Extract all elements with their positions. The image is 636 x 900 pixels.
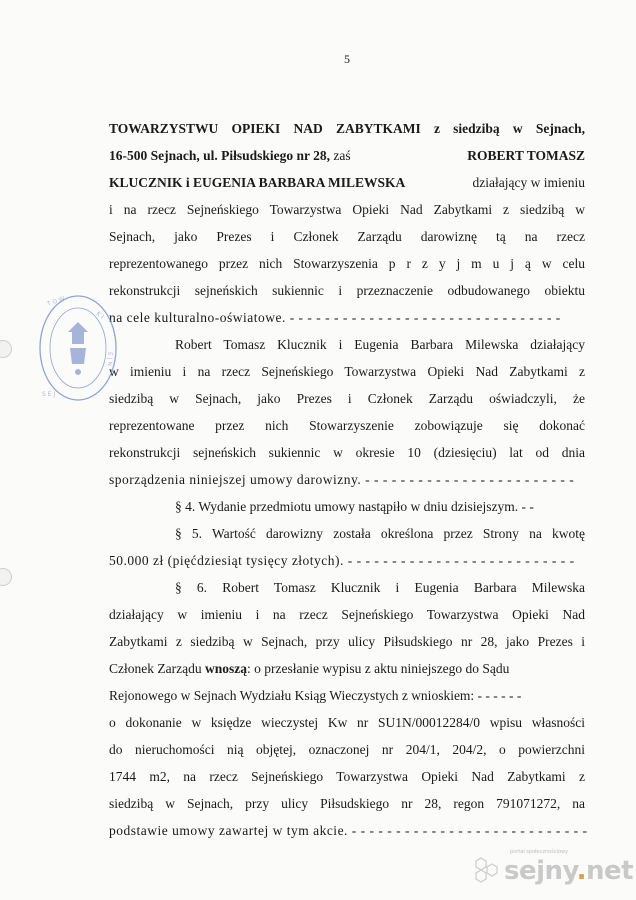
text-line-content: 1744 m2, na rzecz Sejneńskiego Towarzystwa Opieki Nad Zabytkami z xyxy=(109,769,585,784)
text-line-content: § 5. Wartość darowizny została określona przez Strony na kwotę xyxy=(175,526,585,541)
page-number: 5 xyxy=(344,52,350,66)
text-line xyxy=(109,553,585,569)
text-line-content: siedzibą w Sejnach, przy ulicy Piłsudskiego nr 28, regon 791071272, na xyxy=(109,796,585,811)
site-watermark xyxy=(474,849,634,890)
text-line-content: do nieruchomości nią objętej, oznaczonej nr 204/1, 204/2, o powierzchni xyxy=(109,742,585,757)
text-line-content: w imieniu i na rzecz Sejneńskiego Towarzystwa Opieki Nad Zabytkami z xyxy=(109,364,585,379)
text-line-content: rekonstrukcji sejneńskich sukiennic i przeznaczenie odbudowanego obiektu xyxy=(109,283,585,298)
text-line-content: i na rzecz Sejneńskiego Towarzystwa Opieki Nad Zabytkami z siedzibą w xyxy=(109,202,585,217)
text-line-content: na cele kulturalno-oświatowe. - - - - - - - - - - - - - - - - - - - - - - - - - - - - - - - xyxy=(109,310,561,325)
text-line-content: KLUCZNIK i EUGENIA BARBARA MILEWSKA xyxy=(109,175,406,190)
text-line xyxy=(109,742,585,758)
text-line xyxy=(109,256,585,272)
text-line-content: Rejonowego w Sejnach Wydziału Ksiąg Wieczystych z wnioskiem: - - - - - - xyxy=(109,688,522,703)
svg-text:T O W: T O W xyxy=(46,295,66,308)
text-line-content: 16-500 Sejnach, ul. Piłsudskiego nr 28, xyxy=(109,148,331,163)
punch-hole-icon xyxy=(0,340,12,358)
seal-stamp-icon xyxy=(38,292,128,404)
watermark-brand-main: sejny xyxy=(504,856,577,886)
text-line-content: TOWARZYSTWU OPIEKI NAD ZABYTKAMI z siedzibą w Sejnach, xyxy=(109,121,585,136)
text-line xyxy=(109,391,585,407)
text-line-content: wnoszą xyxy=(204,661,247,676)
text-line xyxy=(109,121,585,137)
text-line xyxy=(109,823,588,839)
text-line-content: reprezentowanego przez nich Stowarzyszenia p r z y j m u j ą w celu xyxy=(109,256,585,271)
text-line-content: Sejnach, jako Prezes i Członek Zarządu darowiznę tą na rzecz xyxy=(109,229,585,244)
text-line-content: reprezentowane przez nich Stowarzyszenie zobowiązuje się dokonać xyxy=(109,418,585,433)
text-line xyxy=(109,688,585,704)
text-line xyxy=(109,445,585,461)
text-line xyxy=(109,418,585,434)
text-line xyxy=(175,337,585,353)
text-line-content: § 4. Wydanie przedmiotu umowy nastąpiło w dniu dzisiejszym. - - xyxy=(175,499,534,514)
text-line xyxy=(109,175,585,191)
text-line-content: o dokonanie w księdze wieczystej Kw nr SU1N/00012284/0 wpisu własności xyxy=(109,715,585,730)
text-line xyxy=(175,526,585,542)
text-line xyxy=(109,472,585,488)
text-line-content: : o przesłanie wypisu z aktu niniejszego do Sądu xyxy=(246,661,510,676)
svg-text:S E J: S E J xyxy=(42,391,56,398)
text-line-content: sporządzenia niniejszej umowy darowizny. - - - - - - - - - - - - - - - - - - - - - - - - xyxy=(109,472,575,487)
text-line-content: Robert Tomasz Klucznik i Eugenia Barbara Milewska działający xyxy=(175,337,585,352)
punch-hole-icon xyxy=(0,568,12,586)
svg-text:K I: K I xyxy=(94,310,106,321)
text-line xyxy=(109,202,585,218)
text-line-content: rekonstrukcji sejneńskich sukiennic w okresie 10 (dziesięciu) lat od dnia xyxy=(109,445,585,460)
text-line xyxy=(109,607,585,623)
svg-text:E J N: E J N xyxy=(106,352,113,366)
text-line xyxy=(109,229,585,245)
text-line-content: działający w imieniu xyxy=(472,175,585,190)
text-line xyxy=(175,499,585,515)
text-line-content: 50.000 zł (pięćdziesiąt tysięcy złotych). - - - - - - - - - - - - - - - - - - - - - - - - - - xyxy=(109,553,575,568)
text-line xyxy=(109,283,585,299)
text-line-content: Członek Zarządu xyxy=(109,661,205,676)
text-line xyxy=(109,661,585,677)
text-line xyxy=(109,148,585,164)
text-line-content: siedzibą w Sejnach, jako Prezes i Członek Zarządu oświadczyli, że xyxy=(109,391,585,406)
text-line-content: ROBERT TOMASZ xyxy=(467,148,585,163)
text-line-content: § 6. Robert Tomasz Klucznik i Eugenia Barbara Milewska xyxy=(175,580,585,595)
text-line xyxy=(109,715,585,731)
text-line xyxy=(109,310,585,326)
watermark-brand-tld: net xyxy=(585,856,634,886)
text-line-content: działający w imieniu i na rzecz Sejneńskiego Towarzystwa Opieki Nad xyxy=(109,607,585,622)
text-line xyxy=(109,796,585,812)
text-line-content: Zabytkami z siedzibą w Sejnach, przy ulicy Piłsudskiego nr 28, jako Prezes i xyxy=(109,634,585,649)
watermark-brand xyxy=(504,856,633,886)
text-line xyxy=(109,769,585,785)
watermark-brand-dot: . xyxy=(576,856,586,886)
text-line xyxy=(109,364,585,380)
text-line xyxy=(175,580,585,596)
text-line-content: zaś xyxy=(330,148,351,163)
text-line xyxy=(109,634,585,650)
honeycomb-logo-icon xyxy=(474,856,502,884)
watermark-tagline: portal społecznościowy xyxy=(510,849,569,855)
text-line-content: podstawie umowy zawartej w tym akcie. - - - - - - - - - - - - - - - - - - - - - - - - - - - xyxy=(109,823,588,838)
